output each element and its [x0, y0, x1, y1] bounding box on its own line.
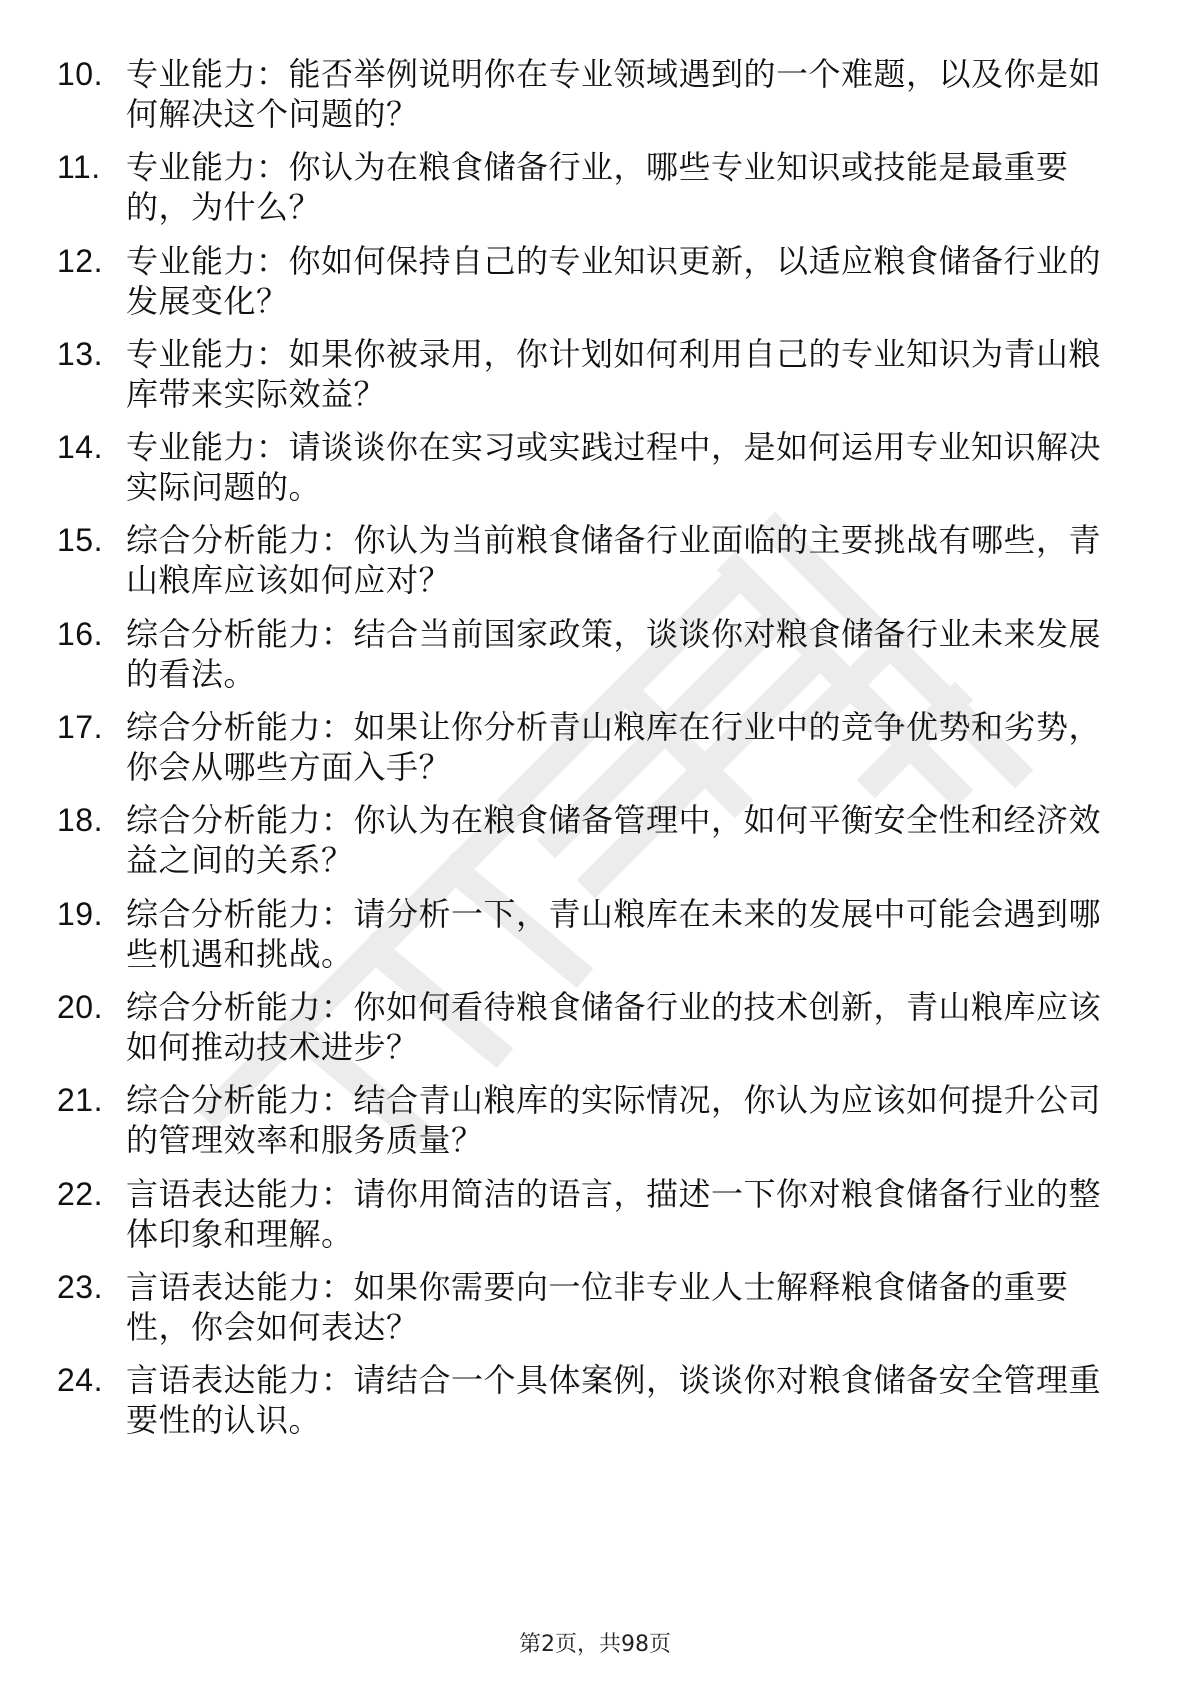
question-item-18	[57, 800, 1137, 893]
question-text: 专业能力：如果你被录用，你计划如何利用自己的专业知识为青山粮库带来实际效益？	[126, 334, 1102, 413]
question-number: 12.	[57, 242, 103, 279]
question-item-24	[57, 1360, 1137, 1453]
question-item-14	[57, 427, 1137, 520]
question-text: 综合分析能力：你认为当前粮食储备行业面临的主要挑战有哪些，青山粮库应该如何应对？	[126, 521, 1102, 600]
question-item-10	[57, 54, 1137, 147]
question-item-22	[57, 1174, 1137, 1267]
question-item-21	[57, 1080, 1137, 1173]
question-item-15	[57, 520, 1137, 613]
question-number: 13.	[57, 335, 103, 372]
question-number: 22.	[57, 1175, 103, 1212]
question-text: 言语表达能力：请你用简洁的语言，描述一下你对粮食储备行业的整体印象和理解。	[126, 1174, 1102, 1253]
question-text: 综合分析能力：你如何看待粮食储备行业的技术创新，青山粮库应该如何推动技术进步？	[126, 987, 1102, 1066]
question-number: 20.	[57, 988, 103, 1025]
question-item-19	[57, 894, 1137, 987]
question-number: 14.	[57, 429, 103, 466]
question-item-16	[57, 614, 1137, 707]
question-number: 17.	[57, 709, 103, 746]
question-number: 19.	[57, 895, 103, 932]
question-item-17	[57, 707, 1137, 800]
question-item-13	[57, 334, 1137, 427]
question-text: 综合分析能力：结合青山粮库的实际情况，你认为应该如何提升公司的管理效率和服务质量？	[126, 1081, 1102, 1160]
question-number: 16.	[57, 615, 103, 652]
question-list	[57, 54, 1137, 1453]
question-text: 言语表达能力：如果你需要向一位非专业人士解释粮食储备的重要性，你会如何表达？	[126, 1267, 1069, 1346]
question-text: 专业能力：请谈谈你在实习或实践过程中，是如何运用专业知识解决实际问题的。	[126, 428, 1102, 507]
question-number: 10.	[57, 56, 103, 92]
question-number: 21.	[57, 1082, 103, 1119]
question-number: 23.	[57, 1268, 103, 1305]
question-text: 专业能力：你如何保持自己的专业知识更新，以适应粮食储备行业的发展变化？	[126, 241, 1102, 320]
page-number-label: 第2页，共98页	[519, 1632, 671, 1657]
question-item-12	[57, 241, 1137, 334]
question-item-20	[57, 987, 1137, 1080]
question-item-23	[57, 1267, 1137, 1360]
question-number: 11.	[57, 149, 101, 186]
question-text: 专业能力：你认为在粮食储备行业，哪些专业知识或技能是最重要的，为什么？	[126, 148, 1069, 227]
question-text: 综合分析能力：请分析一下，青山粮库在未来的发展中可能会遇到哪些机遇和挑战。	[126, 894, 1102, 973]
question-number: 24.	[57, 1362, 103, 1399]
question-item-11	[57, 147, 1137, 240]
question-text: 专业能力：能否举例说明你在专业领域遇到的一个难题，以及你是如何解决这个问题的？	[126, 55, 1102, 133]
page-footer	[0, 1627, 1190, 1658]
question-text: 言语表达能力：请结合一个具体案例，谈谈你对粮食储备安全管理重要性的认识。	[126, 1361, 1102, 1440]
question-text: 综合分析能力：你认为在粮食储备管理中，如何平衡安全性和经济效益之间的关系？	[126, 801, 1102, 880]
question-text: 综合分析能力：结合当前国家政策，谈谈你对粮食储备行业未来发展的看法。	[126, 614, 1102, 693]
question-text: 综合分析能力：如果让你分析青山粮库在行业中的竞争优势和劣势，你会从哪些方面入手？	[126, 708, 1102, 787]
question-number: 15.	[57, 522, 103, 559]
question-number: 18.	[57, 802, 103, 839]
